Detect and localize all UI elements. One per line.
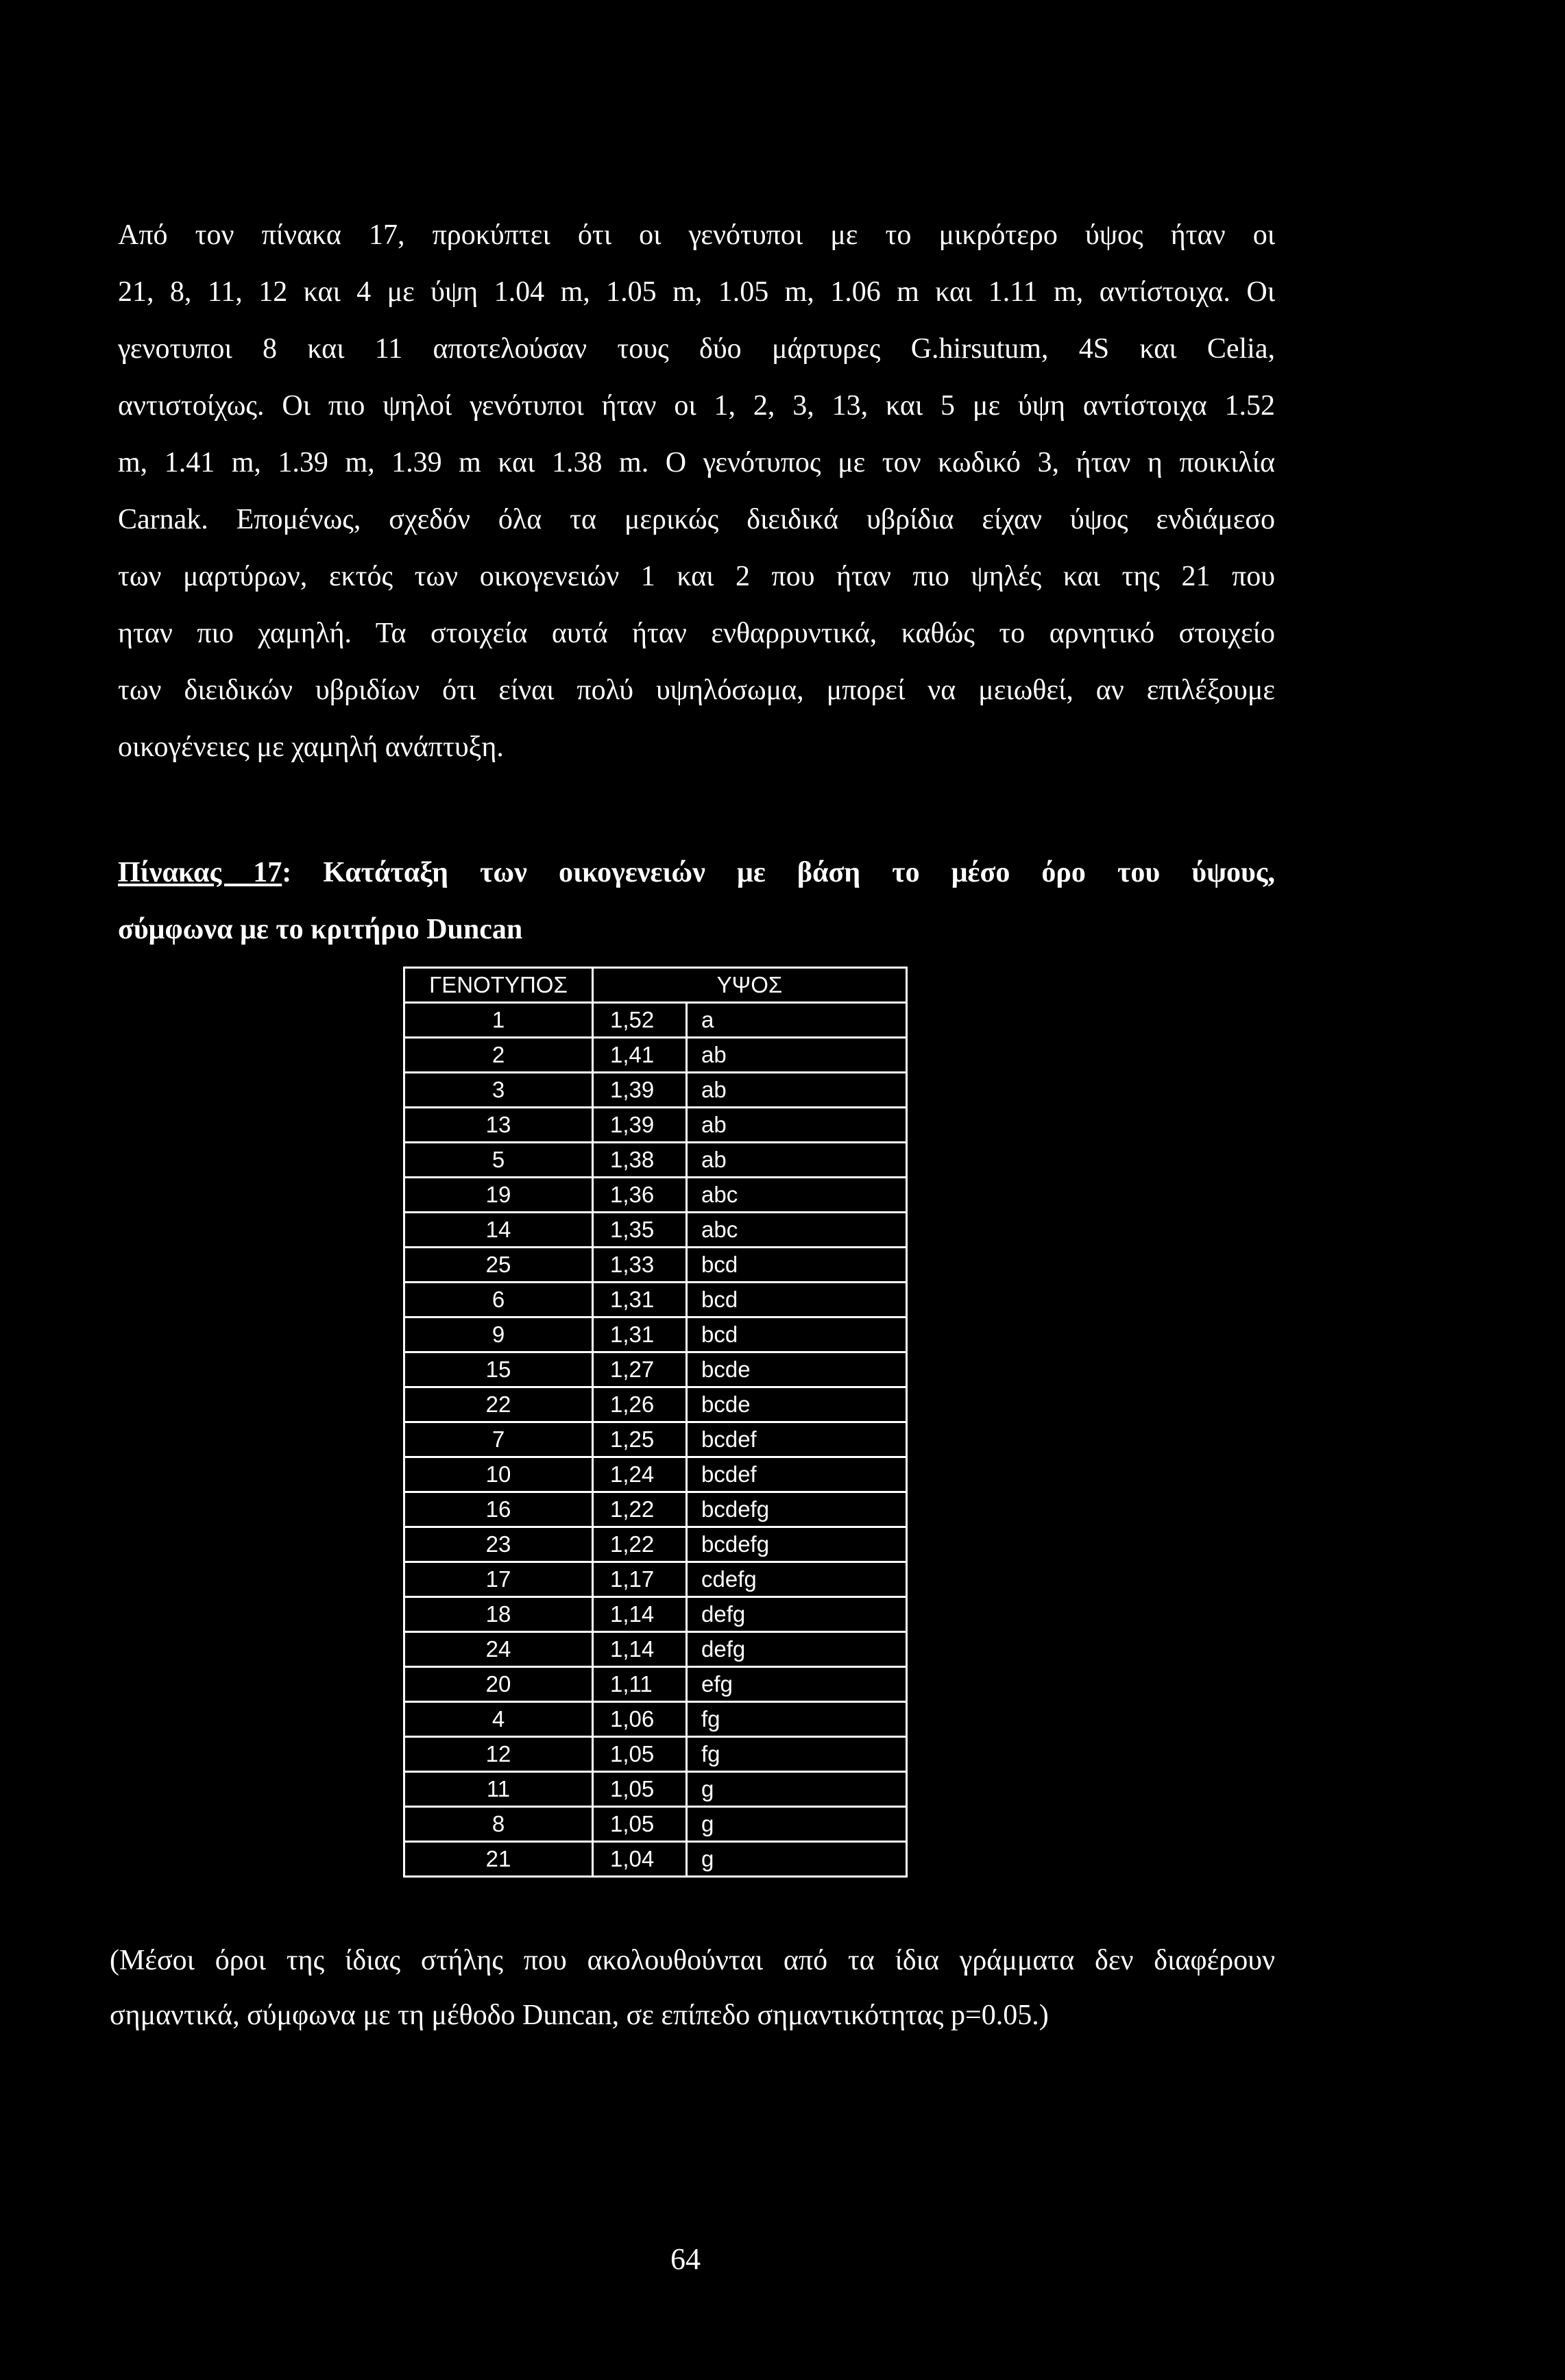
- table-row: [404, 1283, 907, 1318]
- group-cell: efg: [687, 1667, 907, 1702]
- genotype-cell: 10: [404, 1457, 593, 1492]
- genotype-cell: 3: [404, 1073, 593, 1108]
- table-row: [404, 1667, 907, 1702]
- paragraph-line: ηταν πιο χαμηλή. Τα στοιχεία αυτά ήταν ενθαρρυντικά, καθώς το αρνητικό στοιχείο: [118, 618, 1275, 649]
- genotype-cell: 16: [404, 1492, 593, 1527]
- table-row: [404, 1213, 907, 1248]
- genotype-cell: 21: [404, 1842, 593, 1877]
- height-cell: 1,17: [593, 1562, 687, 1597]
- table-row: [404, 1492, 907, 1527]
- height-cell: 1,04: [593, 1842, 687, 1877]
- height-cell: 1,39: [593, 1108, 687, 1143]
- table-row: [404, 1702, 907, 1737]
- table-row: [404, 1248, 907, 1283]
- table-row: [404, 1387, 907, 1422]
- paragraph-line: των μαρτύρων, εκτός των οικογενειών 1 και 2 που ήταν πιο ψηλές και της 21 που: [118, 561, 1275, 592]
- table-row: [404, 1562, 907, 1597]
- group-cell: fg: [687, 1702, 907, 1737]
- group-cell: bcd: [687, 1283, 907, 1318]
- caption-line-1: [118, 845, 1275, 901]
- height-cell: 1,06: [593, 1702, 687, 1737]
- paragraph-line: m, 1.41 m, 1.39 m, 1.39 m και 1.38 m. Ο γενότυπος με τον κωδικό 3, ήταν η ποικιλία: [118, 447, 1275, 478]
- genotype-cell: 6: [404, 1283, 593, 1318]
- table-row: [404, 1527, 907, 1562]
- table-header-row: [404, 968, 907, 1003]
- genotype-cell: 23: [404, 1527, 593, 1562]
- group-cell: bcde: [687, 1387, 907, 1422]
- table-row: [404, 1842, 907, 1877]
- group-cell: bcd: [687, 1318, 907, 1352]
- height-cell: 1,25: [593, 1422, 687, 1457]
- paragraph-line: 21, 8, 11, 12 και 4 με ύψη 1.04 m, 1.05 m, 1.05 m, 1.06 m και 1.11 m, αντίστοιχα. Οι: [118, 276, 1275, 308]
- height-cell: 1,14: [593, 1597, 687, 1632]
- caption-line-2: σύμφωνα με το κριτήριο Duncan: [118, 914, 523, 945]
- group-cell: bcdef: [687, 1457, 907, 1492]
- genotype-cell: 15: [404, 1352, 593, 1387]
- group-cell: g: [687, 1772, 907, 1807]
- table-caption: [118, 845, 1275, 958]
- height-cell: 1,35: [593, 1213, 687, 1248]
- table-body: [404, 1003, 907, 1877]
- genotype-cell: 20: [404, 1667, 593, 1702]
- height-cell: 1,26: [593, 1387, 687, 1422]
- group-cell: bcdef: [687, 1422, 907, 1457]
- genotype-cell: 9: [404, 1318, 593, 1352]
- group-cell: bcde: [687, 1352, 907, 1387]
- table-row: [404, 1632, 907, 1667]
- genotype-cell: 12: [404, 1737, 593, 1772]
- height-cell: 1,22: [593, 1492, 687, 1527]
- height-cell: 1,27: [593, 1352, 687, 1387]
- group-cell: a: [687, 1003, 907, 1038]
- height-cell: 1,41: [593, 1038, 687, 1073]
- table-row: [404, 1457, 907, 1492]
- group-cell: ab: [687, 1073, 907, 1108]
- header-height: ΥΨΟΣ: [593, 968, 907, 1003]
- page-number: 64: [670, 2242, 701, 2276]
- footnote-line: (Μέσοι όροι της ίδιας στήλης που ακολουθούνται από τα ίδια γράμματα δεν διαφέρουν: [110, 1945, 1275, 1976]
- header-genotype: ΓΕΝΟΤΥΠΟΣ: [404, 968, 593, 1003]
- genotype-cell: 4: [404, 1702, 593, 1737]
- genotype-cell: 25: [404, 1248, 593, 1283]
- group-cell: ab: [687, 1038, 907, 1073]
- genotype-cell: 1: [404, 1003, 593, 1038]
- height-cell: 1,11: [593, 1667, 687, 1702]
- table-row: [404, 1108, 907, 1143]
- height-cell: 1,38: [593, 1143, 687, 1178]
- table-row: [404, 1318, 907, 1352]
- group-cell: fg: [687, 1737, 907, 1772]
- height-cell: 1,31: [593, 1318, 687, 1352]
- paragraph-line: Carnak. Επομένως, σχεδόν όλα τα μερικώς διειδικά υβρίδια είχαν ύψος ενδιάμεσο: [118, 504, 1275, 535]
- table-row: [404, 1038, 907, 1073]
- height-cell: 1,33: [593, 1248, 687, 1283]
- genotype-cell: 24: [404, 1632, 593, 1667]
- paragraph-line: γενοτυποι 8 και 11 αποτελούσαν τους δύο μάρτυρες G.hirsutum, 4S και Celia,: [118, 333, 1275, 365]
- group-cell: ab: [687, 1108, 907, 1143]
- group-cell: defg: [687, 1632, 907, 1667]
- genotype-cell: 8: [404, 1807, 593, 1842]
- group-cell: cdefg: [687, 1562, 907, 1597]
- height-cell: 1,05: [593, 1807, 687, 1842]
- table-row: [404, 1772, 907, 1807]
- group-cell: abc: [687, 1213, 907, 1248]
- table-row: [404, 1003, 907, 1038]
- paragraph-line: των διειδικών υβριδίων ότι είναι πολύ υψηλόσωμα, μπορεί να μειωθεί, αν επιλέξουμε: [118, 675, 1275, 706]
- group-cell: g: [687, 1842, 907, 1877]
- footnote-line: σημαντικά, σύμφωνα με τη μέθοδο Duncan, σε επίπεδο σημαντικότητας p=0.05.): [110, 2000, 1049, 2031]
- paragraph-line: Από τον πίνακα 17, προκύπτει ότι οι γενότυποι με το μικρότερο ύψος ήταν οι: [118, 219, 1275, 251]
- group-cell: bcd: [687, 1248, 907, 1283]
- table-row: [404, 1422, 907, 1457]
- group-cell: defg: [687, 1597, 907, 1632]
- body-paragraph: [118, 207, 1275, 776]
- height-cell: 1,05: [593, 1772, 687, 1807]
- genotype-cell: 2: [404, 1038, 593, 1073]
- group-cell: bcdefg: [687, 1527, 907, 1562]
- genotype-cell: 17: [404, 1562, 593, 1597]
- height-cell: 1,39: [593, 1073, 687, 1108]
- paragraph-line: οικογένειες με χαμηλή ανάπτυξη.: [118, 731, 504, 763]
- table-row: [404, 1352, 907, 1387]
- group-cell: g: [687, 1807, 907, 1842]
- group-cell: abc: [687, 1178, 907, 1213]
- caption-title: : Κατάταξη των οικογενειών με βάση το μέσο όρο του ύψους,: [282, 857, 1275, 888]
- group-cell: ab: [687, 1143, 907, 1178]
- height-cell: 1,05: [593, 1737, 687, 1772]
- paragraph-line: αντιστοίχως. Οι πιο ψηλοί γενότυποι ήταν οι 1, 2, 3, 13, και 5 με ύψη αντίστοιχα 1.52: [118, 390, 1275, 422]
- height-cell: 1,52: [593, 1003, 687, 1038]
- table-row: [404, 1597, 907, 1632]
- table-footnote: [110, 1933, 1275, 2043]
- height-cell: 1,36: [593, 1178, 687, 1213]
- table-row: [404, 1073, 907, 1108]
- height-cell: 1,24: [593, 1457, 687, 1492]
- genotype-cell: 5: [404, 1143, 593, 1178]
- genotype-cell: 19: [404, 1178, 593, 1213]
- height-cell: 1,14: [593, 1632, 687, 1667]
- caption-label: Πίνακας 17: [118, 857, 282, 888]
- genotype-cell: 7: [404, 1422, 593, 1457]
- table-row: [404, 1737, 907, 1772]
- genotype-cell: 14: [404, 1213, 593, 1248]
- genotype-cell: 13: [404, 1108, 593, 1143]
- genotype-cell: 11: [404, 1772, 593, 1807]
- genotype-cell: 22: [404, 1387, 593, 1422]
- height-cell: 1,22: [593, 1527, 687, 1562]
- table-row: [404, 1143, 907, 1178]
- group-cell: bcdefg: [687, 1492, 907, 1527]
- height-cell: 1,31: [593, 1283, 687, 1318]
- table-row: [404, 1178, 907, 1213]
- genotype-cell: 18: [404, 1597, 593, 1632]
- results-table: [403, 967, 908, 1878]
- table-row: [404, 1807, 907, 1842]
